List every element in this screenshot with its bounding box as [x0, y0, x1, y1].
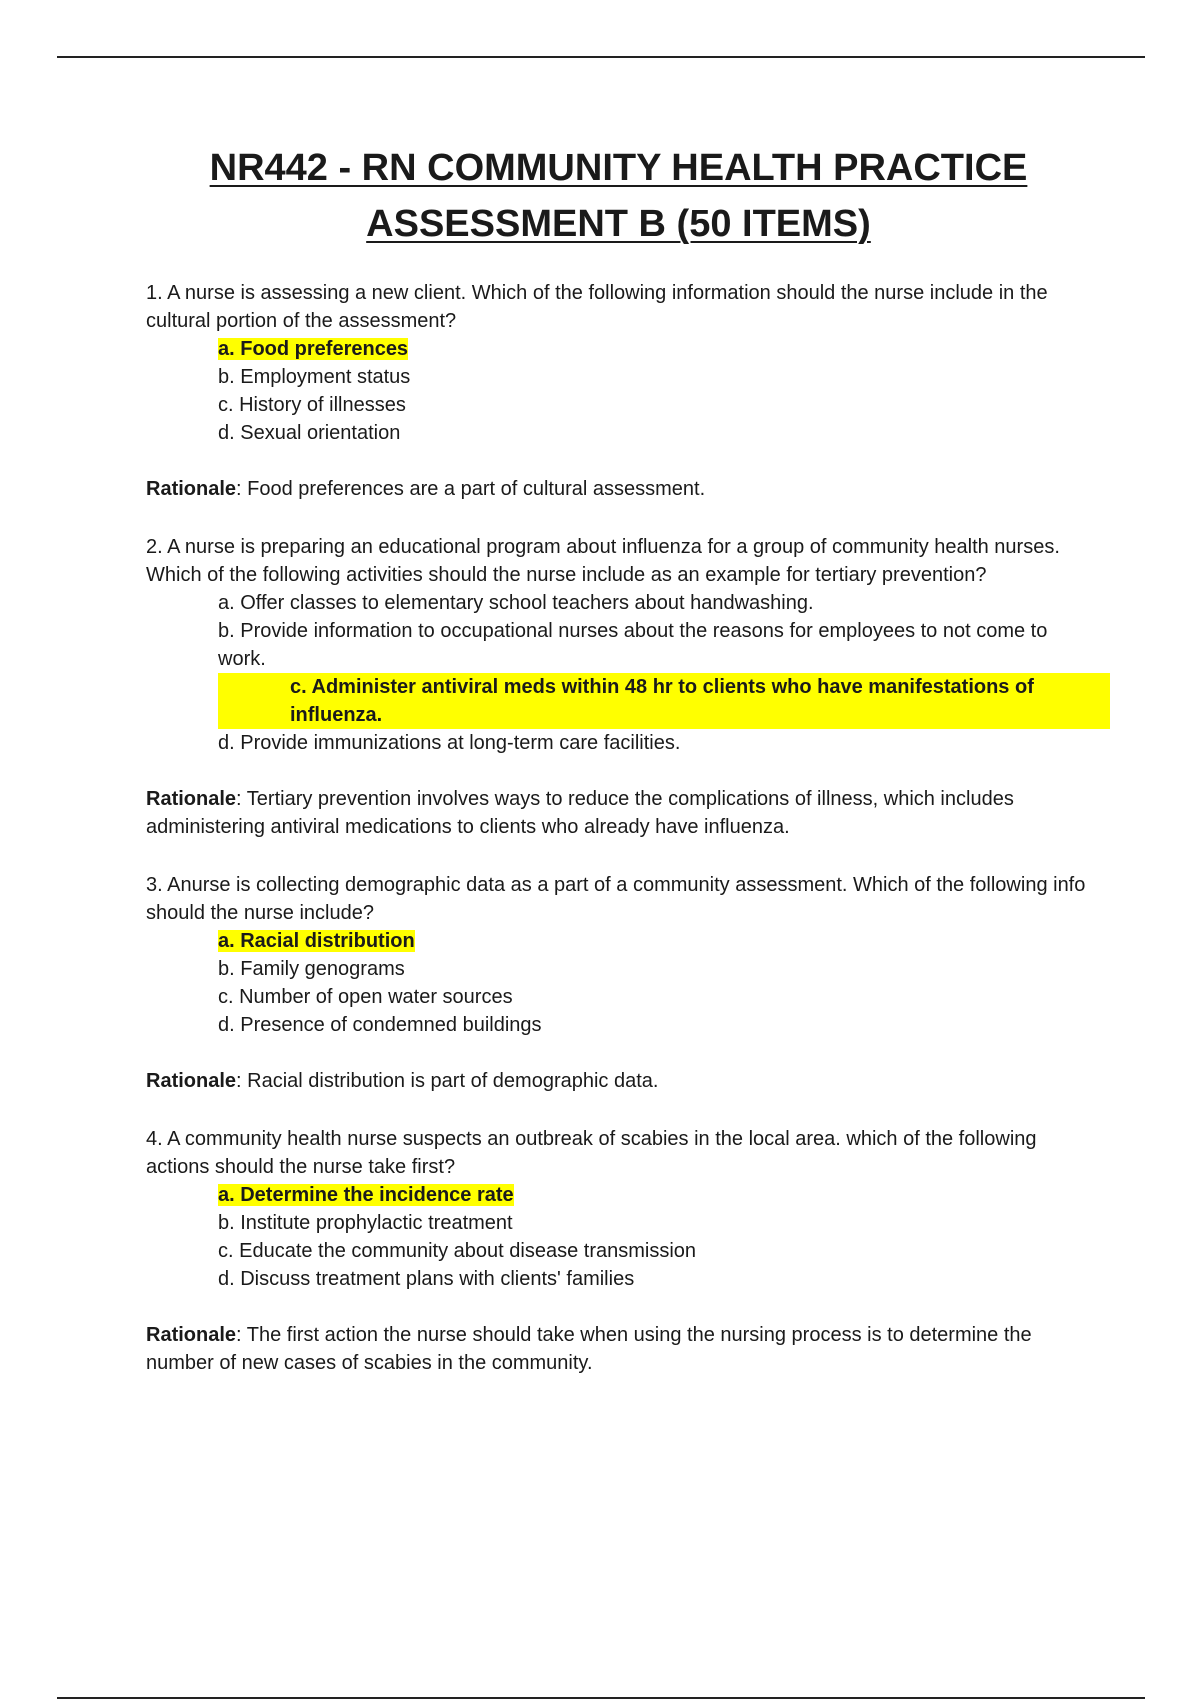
- answer-options: [146, 927, 1096, 1039]
- rationale: [146, 785, 1096, 841]
- answer-option: d. Discuss treatment plans with clients' families: [218, 1268, 635, 1290]
- rationale-text: : Tertiary prevention involves ways to reduce the complications of illness, which includes administering antiviral medications to clients who already have influenza.: [146, 788, 1014, 838]
- rationale-label: Rationale: [146, 1070, 237, 1092]
- answer-option: c. Educate the community about disease transmission: [218, 1240, 697, 1262]
- top-rule: [57, 56, 1145, 58]
- rationale-text: : The first action the nurse should take when using the nursing process is to determine the number of new cases of scabies in the community.: [146, 1324, 1032, 1374]
- answer-option: c. Number of open water sources: [218, 986, 513, 1008]
- rationale-label: Rationale: [146, 1324, 237, 1346]
- question-block-3: [146, 871, 1096, 1095]
- answer-options: [146, 1181, 1096, 1293]
- bottom-rule: [57, 1697, 1145, 1699]
- answer-option-correct: [218, 927, 1096, 955]
- rationale: [146, 1321, 1096, 1377]
- answer-options: [146, 589, 1096, 757]
- answer-options: [146, 335, 1096, 447]
- answer-option: b. Institute prophylactic treatment: [218, 1212, 513, 1234]
- answer-option-correct: [218, 335, 1096, 363]
- rationale-text: : Racial distribution is part of demographic data.: [236, 1070, 659, 1092]
- rationale: [146, 475, 1096, 503]
- answer-option: d. Sexual orientation: [218, 422, 401, 444]
- rationale-text: : Food preferences are a part of cultural assessment.: [236, 478, 706, 500]
- question-block-2: [146, 533, 1096, 841]
- question-block-4: [146, 1125, 1096, 1377]
- question-block-1: [146, 279, 1096, 503]
- answer-option: d. Provide immunizations at long-term care facilities.: [218, 732, 681, 754]
- answer-option: b. Provide information to occupational nurses about the reasons for employees to not come to work.: [218, 620, 1048, 670]
- answer-option: a. Offer classes to elementary school teachers about handwashing.: [218, 592, 814, 614]
- answer-option: d. Presence of condemned buildings: [218, 1014, 542, 1036]
- answer-option: c. History of illnesses: [218, 394, 406, 416]
- highlighted-answer: c. Administer antiviral meds within 48 hr to clients who have manifestations of influenza.: [218, 673, 1110, 729]
- title-line-2: ASSESSMENT B (50 ITEMS): [366, 203, 871, 245]
- question-stem: 3. Anurse is collecting demographic data as a part of a community assessment. Which of the following info should the nurse include?: [146, 874, 1086, 924]
- question-list: [146, 279, 1096, 1407]
- answer-option: b. Employment status: [218, 366, 411, 388]
- rationale: [146, 1067, 1096, 1095]
- title-line-1: NR442 - RN COMMUNITY HEALTH PRACTICE: [209, 147, 1028, 189]
- question-stem: 1. A nurse is assessing a new client. Which of the following information should the nurse include in the cultural portion of the assessment?: [146, 282, 1048, 332]
- page-title: [120, 140, 1117, 252]
- rationale-label: Rationale: [146, 788, 237, 810]
- highlighted-answer: a. Racial distribution: [218, 930, 415, 952]
- highlighted-answer: a. Food preferences: [218, 338, 409, 360]
- question-stem: 4. A community health nurse suspects an outbreak of scabies in the local area. which of the following actions should the nurse take first?: [146, 1128, 1037, 1178]
- answer-option-correct: [218, 1181, 1096, 1209]
- rationale-label: Rationale: [146, 478, 237, 500]
- highlighted-answer: a. Determine the incidence rate: [218, 1184, 514, 1206]
- answer-option: b. Family genograms: [218, 958, 405, 980]
- question-stem: 2. A nurse is preparing an educational program about influenza for a group of community health nurses. Which of the following activities should the nurse include as an example for tertiary prevention?: [146, 536, 1060, 586]
